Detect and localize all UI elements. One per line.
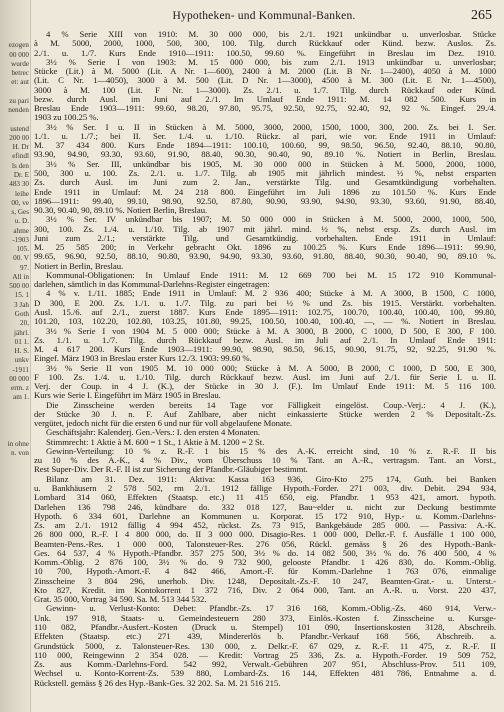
adjacent-page-line: -1911: [12, 365, 29, 374]
text-line: Rückstell. gemäss § 26 des Hyp.-Bank-Ges. 32 202. Sa. M. 21 516 215.: [34, 678, 281, 688]
text-line: Ende 1911 in Umlauf: M. 24 218 800. Eingeführt im Juli 1896 zu 101.50 %. Kurs Ende: [34, 187, 496, 197]
adjacent-page-line: [0, 115, 30, 124]
text-line: Breslau Ende 1903—1911: 99.60, 98.20, 97.80, 95.75, 92.50, 92.75, 92.40, 92, 92 %. Eingef. 29./4.: [34, 104, 496, 114]
adjacent-page-line: jährl.: [14, 328, 29, 337]
adjacent-page-line: [0, 430, 30, 439]
adjacent-page-line: H. Dr: [12, 143, 29, 152]
text-line: Kto 827, Kredit. im Kontokorrent 1 372 716, Div. 2 064 000, Tant. an A.-R. u. Vorst. 220 437,: [34, 585, 496, 595]
text-line: F 100. Zs. 1./4. u. 1./10. Tilg. durch Rückkauf bezw. Ausl. im Juni auf 2./1. für Serie I. u. II.: [34, 372, 496, 382]
adjacent-page-line: [0, 505, 30, 514]
adjacent-page-line: [0, 467, 30, 476]
text-line: 1896—1911: 99.40, 99.10, 98.90, 92.50, 87.80, 90.90, 93.90, 94.90, 93.30, 93.60, 91.90, 88.40,: [34, 196, 496, 206]
text-line: u. Bankhäusern 2 578 502, rm 2./1. 1912 fällige Hypoth.-Forder. 271 003, div. Debit. 294 934,: [34, 484, 496, 494]
text-line: Ges. 64 537, 4 % Hypoth.-Pfandbr. 357 275 500, 3½ % do. 14 082 500, 3½ % do. 76 400 500, 4 %: [34, 548, 496, 558]
text-line: M. 4 617 200. Kurs Ende 1903—1911: 99.90, 98.90, 98.50, 96.15, 90.90, 91.75, 92, 92.25, 91.90 %.: [34, 345, 496, 355]
text-line: Grat. 35 000, Vortrag 34 590. Sa. M. 513 344 532.: [34, 595, 207, 605]
adjacent-page-line: [0, 708, 30, 712]
text-line: 101.20, 103, 102.20, 102.80, 103.25, 101.80, 99.25, 100.50, 100.40, 100.40, —, — %. Notiert in Breslau.: [34, 317, 496, 327]
text-line: Beamten-Pens.-Res. 1 000 000, Talonsteuer-Res. 276 056, Rückl. gemäss § 26 des Hypoth.-Bank-: [34, 539, 496, 549]
text-line: zu 10 % des A.-K., 4 % Div., vom Überschuss 10 % Tant. an A.-R., vertragsm. Tant. an Vorst.,: [34, 456, 496, 466]
text-line: darlehen, sämtlich in das Kommunal-Darlehns-Register eingetragen:: [34, 280, 270, 290]
text-line: 10 700, Hypoth.-Amort.-F. 4 842 466, Amort.-F. für Komm.-Darlehne 1 763 076, einmalige: [34, 567, 496, 577]
adjacent-page-line: in ohne: [7, 439, 29, 448]
adjacent-page-line: et: aut: [11, 78, 29, 87]
adjacent-page-line: All in: [12, 272, 29, 281]
text-line: Zs. durch Ausl. im Juni zum 2. Jan., verstärkte Tilg. und Gesamtkündigung vorbehalten.: [34, 178, 496, 188]
adjacent-page-line: 500 00: [9, 282, 29, 291]
adjacent-page-line: [0, 644, 30, 653]
text-line: 3½ % Ser. IV unkündbar bis 1907; M. 50 000 000 in Stücken à M. 5000, 2000, 1000, 500,: [46, 215, 496, 225]
adjacent-page-line: [0, 681, 30, 690]
adjacent-page-line: 00, ve: [11, 198, 29, 207]
adjacent-page-line: [0, 690, 30, 699]
adjacent-page-line: [0, 671, 30, 680]
adjacent-page-line: [0, 653, 30, 662]
text-line: 1./1. u. 1./7.; bei II. Ser. 1./4. u. 1./10. Rückz. al pari, wie vor. Ende 1911 in Umlauf:: [34, 131, 496, 141]
adjacent-page-line: [0, 542, 30, 551]
adjacent-page-line: [0, 403, 30, 412]
adjacent-page-line: 3 Jah: [14, 300, 29, 309]
text-line: Darlehen 136 798 246, kündbare do. 332 018 127, Bau~elder u. nicht zur Deckung bestimmte: [34, 502, 496, 512]
adjacent-page-line: ls den: [12, 161, 29, 170]
adjacent-page-line: am 1.: [13, 393, 29, 402]
text-line: 3000 à M. 100 (Lit. F Nr. 1—3000). Zs. 2./1. u. 1./7. Tilg. durch Rückkauf oder Künd.: [34, 85, 496, 95]
text-line: Lombard 314 060, Effekten (Staatsp. etc.) 11 415 650, eig. Pfandbr. 1 953 421, amort. hypoth.: [34, 493, 496, 503]
text-line: Juni zum 2./1.; verstärkte Tilg. und Gesamtkündig. vorbehalten. Ende 1911 in Umlauf:: [34, 233, 496, 243]
adjacent-page-line: H. S.: [14, 347, 29, 356]
text-line: Stücke (Lit.) à M. 5000 (Lit. A Nr. 1—600), 2400 à M. 2000 (Lit. B Nr. 1—2400), 4050 à M. 1000: [34, 67, 496, 77]
adjacent-page-line: [0, 579, 30, 588]
adjacent-page-line: [0, 662, 30, 671]
adjacent-page-line: zu pari: [9, 96, 29, 105]
adjacent-page-line: 00. V: [13, 254, 29, 263]
adjacent-page-line: 00 000: [9, 50, 29, 59]
adjacent-page-line: 105.: [16, 245, 29, 254]
text-line: 3½ % Serie I von 1904 M. 5 000 000; Stücke à M. A 3000, B 2000, C 1000, D 500, E 300, F 100.: [46, 326, 496, 336]
text-line: vergütet, jedoch nicht für die ersten 6 und nur für voll abgelaufene Monate.: [34, 419, 293, 429]
text-line: M. 37 434 800. Kurs Ende 1894—1911: 100.10, 100.60, 99, 98.50, 96.50, 92.40, 88.10, 90.80,: [34, 141, 496, 151]
adjacent-page-line: [0, 569, 30, 578]
page-header: [34, 10, 494, 28]
adjacent-page-line: [0, 560, 30, 569]
adjacent-page-line: 15. 1: [14, 291, 29, 300]
text-line: 110 000, Reingewinn 2 354 028. — Kredit: Vortrag 25 336, Zs. a. Hypoth.-Forder. 19 509 752,: [34, 650, 496, 660]
adjacent-page-text: [0, 32, 30, 712]
adjacent-page-line: [0, 514, 30, 523]
adjacent-page-line: wurde: [11, 59, 29, 68]
adjacent-page-line: ahme: [13, 226, 29, 235]
adjacent-page-line: 01 1.: [14, 337, 29, 346]
adjacent-page-line: s, Ges: [11, 208, 29, 217]
adjacent-page-line: [0, 88, 30, 97]
adjacent-page-line: 483 30: [9, 180, 29, 189]
adjacent-page-line: [0, 495, 30, 504]
text-line: 500, 300 u. 100. Zs. 2./1. u. 1./7. Tilg. ab 1905 mit jährlich mindest. ½ %, nebst ersparten: [34, 168, 496, 178]
text-line: Wechsel u. Konto-Korrent-Zs. 539 880, Lombard-Zs. 16 144, Effekten 481 786, Entnahme a. d.: [34, 669, 496, 679]
running-title: Hypotheken- und Kommunal-Banken.: [172, 10, 356, 22]
adjacent-page-line: [0, 32, 30, 41]
adjacent-page-line: efindl: [12, 152, 29, 161]
text-line: 1903 zu 100.25 %.: [34, 113, 99, 123]
text-line: Kommunal-Obligationen: In Umlauf Ende 1911: M. 12 669 700 bei M. 15 172 910 Kommunal-: [46, 270, 496, 280]
text-line: 26 800 000, R.-F. I 4 800 000, do. II 3 000 000. Disagio-Res. 1 000 000, Delkr.-F. f. Ausfälle 1 100 000,: [34, 530, 496, 540]
adjacent-page-line: Dr. E: [13, 170, 29, 179]
page-number: 265: [471, 8, 492, 23]
adjacent-page-line: 97.: [20, 263, 29, 272]
adjacent-page-line: nenden: [8, 106, 29, 115]
text-line: 4 % v. 1./11. 1885; Ende 1911 in Umlauf: M. 2 936 400; Stücke à M. A 3000, B 1500, C 1000,: [46, 289, 496, 299]
text-line: 3½ % Serie II von 1905 M. 10 000 000; Stücke à M. A 5000, B 2000, C 1000, D 500, E 300,: [46, 363, 496, 373]
text-line: Verj. der Coup. in 4 J. (K.), der Stücke in 30 J. (F.). Im Umlauf Ende 1911: M. 5 116 100.: [34, 382, 496, 392]
adjacent-page-line: [0, 412, 30, 421]
adjacent-page-edge: [0, 0, 31, 712]
adjacent-page-line: [0, 532, 30, 541]
text-line: Notiert in Berlin, Breslau.: [34, 261, 124, 271]
text-line: 4 % Serie XIII von 1910: M. 30 000 000, bis 2./1. 1921 unkündbar u. unverlosbar. Stücke: [46, 30, 496, 39]
adjacent-page-line: [0, 458, 30, 467]
text-line: 110 082, Pfandbr.-Ausfert.-Kosten (Druck u. Stempel) 101 090, Insertionskosten 3128, Abschreib.: [34, 623, 496, 632]
adjacent-page-line: [0, 551, 30, 560]
adjacent-page-line: unkv: [14, 356, 29, 365]
text-line: 90.30, 90.40, 90, 89.10 %. Notiert Berlin, Breslau.: [34, 206, 208, 216]
text-line: 3½ % Ser. I u. II in Stücken à M. 5000, 3000, 2000, 1500, 1000, 300, 200. Zs. bei I. Ser.: [46, 122, 496, 132]
body-text: [34, 30, 496, 688]
text-line: Gewinn- u. Verlust-Konto: Debet: Pfandbr.-Zs. 17 316 168, Komm.-Oblig.-Zs. 460 914, Verw.-: [46, 604, 496, 614]
adjacent-page-line: 00 000: [9, 374, 29, 383]
text-line: M. 25 585 200; in Verkehr gebracht Okt. 1896 zu 100.25 %. Kurs Ende 1896—1911: 99.90,: [34, 243, 496, 253]
text-line: Hypoth. 6 334 601, Darlehne an Kommunen u. Korporat. 15 172 910, Hyp.- u. Komm.-Darlehns-: [34, 511, 496, 521]
text-line: Grundstück 5000, z. Talonsteuer-Res. 130 000, z. Delkr.-F. 67 029, z. R.-F. 11 475, z. R.-F. II: [34, 641, 496, 651]
text-line: Bilanz am 31. Dez. 1911: Aktiva: Kassa 163 936, Giro-Kto 275 174, Guth. bei Banken: [46, 474, 496, 484]
adjacent-page-line: 200 00: [9, 133, 29, 142]
adjacent-page-line: [0, 588, 30, 597]
text-line: Rest Super-Div. Der R.-F. II ist zur Sicherung der Pfandbr.-Gläubiger bestimmt.: [34, 465, 308, 475]
text-line: à M. 5000, 2000, 1000, 500, 300, 100. Tilg. durch Rückkauf oder Künd. bezw. Auslos. Zs.: [34, 39, 496, 49]
text-line: Ausl. 15./6. auf 2./1., zuerst 1887. Kurs Ende 1895—1911: 102.75, 100.70, 100.40, 100.40, 100, 99.80,: [34, 307, 496, 317]
text-line: (Lit. C Nr. 1—4050), 3000 à M. 500 (Lit. D Nr. 1—3000), 4500 à M. 300 (Lit. E Nr. 1—4500),: [34, 76, 496, 86]
adjacent-page-line: [0, 421, 30, 430]
adjacent-page-line: [0, 523, 30, 532]
adjacent-page-line: [0, 634, 30, 643]
adjacent-page-line: -1903: [12, 235, 29, 244]
adjacent-page-line: betrec: [11, 69, 29, 78]
text-line: 3½ % Serie I von 1903: M. 15 000 000, bis zum 2./1. 1913 unkündbar u. unverlosbar;: [46, 57, 496, 67]
text-line: Zinsscheine 3 804 296, unerhob. Div. 1248, Depositalt.-Zs.-F. 10 247, Beamten-Grat.- u. Unterst.-: [34, 576, 496, 586]
text-line: D 300, E 200. Zs. 1./1. u. 1./7. Tilg. zu pari bei ½ % und Zs. bis 1915. Verstärkt. vorbehalten.: [34, 298, 496, 308]
text-line: Zs. 1./1. u. 1./7. Tilg. durch Rückkauf bezw. Ausl. im Juli auf 2./1. In Umlauf Ende 1911:: [34, 335, 496, 345]
adjacent-page-line: [0, 597, 30, 606]
text-line: 99.65, 96.90, 92.50, 88.10, 90.80, 93.90, 94.90, 93.30, 93.60, 91.80, 88.40, 90.30, 90.40, 90, 89.10 %.: [34, 252, 496, 262]
text-line: Effekten (Staatsp. etc.) 271 439, Mindererlös b. Pfandbr.-Verkauf 168 566, Abschreib. a.: [34, 632, 496, 642]
text-line: Die Zinsscheine werden bereits 14 Tage vor Fälligkeit eingelöst. Coup.-Verj.: 4 J. (K.),: [46, 400, 496, 410]
adjacent-page-line: [0, 699, 30, 708]
text-line: Eingef. März 1903 in Breslau erster Kurs 12./3. 1903: 99.60 %.: [34, 354, 252, 364]
adjacent-page-line: [0, 625, 30, 634]
text-line: 2./1. u. 1./7. Kurs Ende 1910—1911: 100.50, 99.60 %. Eingeführt in Breslau im Dez. 1910.: [34, 48, 496, 58]
adjacent-page-line: [0, 616, 30, 625]
adjacent-page-line: ezogen: [8, 41, 29, 50]
text-line: 93.90, 94.90, 93.30, 93.60, 91.90, 88.40, 90.30, 90.40, 90, 89.10 %. Notiert in Berlin, Breslau.: [34, 150, 496, 160]
adjacent-page-line: n. von: [11, 448, 29, 457]
text-line: der Stücke 30 J. n. F. Auf Zahlbare, aber nicht einkassierte Stücke werden 2 % Depositalt.-Zs.: [34, 409, 496, 419]
adjacent-page-line: Goth: [14, 309, 29, 318]
text-line: Geschäftsjahr: Kalenderj. Gen.-Vers.: I. den ersten 4 Monaten.: [46, 428, 261, 438]
text-line: Stimmrecht: 1 Aktie à M. 600 = 1 St., 1 Aktie à M. 1200 = 2 St.: [46, 437, 265, 447]
adjacent-page-line: ustend: [10, 124, 29, 133]
adjacent-page-line: [0, 606, 30, 615]
adjacent-page-line: leihe: [15, 189, 29, 198]
adjacent-page-line: [0, 477, 30, 486]
text-line: 3½ % Ser. III, unkündbar bis 1905, M. 30 000 000 in Stücken à M. 5000, 2000, 1000,: [46, 159, 496, 169]
text-line: Unk. 197 918, Staats- u. Gemeindesteuern 280 373, Einlös.-Kosten f. Zinsscheine u. Kursge-: [34, 613, 496, 623]
adjacent-page-line: 20,: [20, 319, 29, 328]
text-line: Zs. am 2./1. 1912 fällig 4 994 452, rückst. Zs. 73 915, Bankgebäude 285 000. — Passiva: A.-K.: [34, 521, 496, 531]
text-line: bezw. durch Ausl. im Juni auf 2./1. Im Umlauf Ende 1911: M. 14 082 500. Kurs in: [34, 94, 496, 104]
text-line: Kurs wie Serie I. Eingeführt im März 1905 in Breslau.: [34, 391, 221, 401]
text-line: Gewinn-Verteilung: 10 % z. R.-F. 1 bis 15 % des A.-K. erreicht sind, 10 % z. R.-F. II bis: [46, 446, 496, 456]
adjacent-page-line: u. D.: [14, 217, 29, 226]
text-line: Zs. aus Komm.-Darlehns-Ford. 542 992, Verwalt.-Gebühren 207 951, Abschluss-Prov. 511 109,: [34, 660, 496, 670]
adjacent-page-line: erm. z: [11, 384, 29, 393]
text-line: Komm.-Oblig. 2 876 100, 3½ % do. 9 732 900, gelooste Pfandbr. 1 426 830, do. Komm.-Oblig.: [34, 558, 496, 568]
adjacent-page-line: [0, 486, 30, 495]
text-line: 300, 100. Zs. 1./4. u. 1./10. Tilg. ab 1907 mit jährl. mind. ½ %, nebst ersp. Zs. durch Ausl. im: [34, 224, 496, 234]
